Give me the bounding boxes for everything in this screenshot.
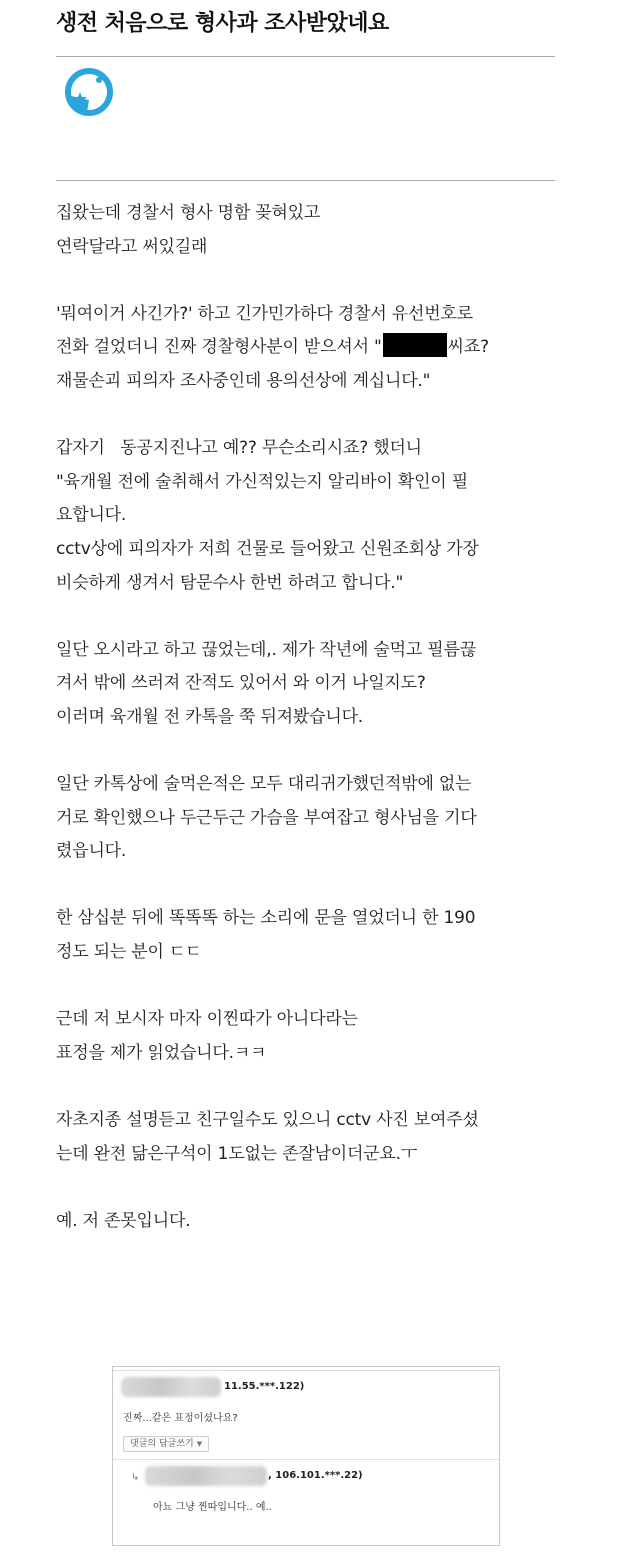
post-title: 생전 처음으로 형사과 조사받았네요 xyxy=(56,11,389,36)
reply-ip: , 106.101.***.22) xyxy=(268,1470,363,1481)
blurred-nickname xyxy=(145,1466,267,1486)
paragraph-3: 갑자기 동공지진나고 예?? 무슨소리시죠? 했더니 "육개월 전에 술취해서 가신적있는지 알리바이 확인이 필 요합니다. cctv상에 피의자가 저희 건물로 들어왔고 신원조회상 가장 비슷하게 생겨서 탐문수사 한번 하려고 합니다." xyxy=(56,438,479,593)
avatar-icon[interactable] xyxy=(63,66,115,118)
title-divider xyxy=(56,56,555,57)
caret-down-icon: ▼ xyxy=(196,1440,203,1448)
paragraph-4: 일단 오시라고 하고 끊었는데,. 제가 작년에 술먹고 필름끊 겨서 밖에 쓰러져 잔적도 있어서 와 이거 나일지도? 이러며 육개월 전 카톡을 쭉 뒤져봤습니다. xyxy=(56,639,476,727)
reply-arrow-icon: ↳ xyxy=(131,1472,140,1483)
paragraph-2: '뭐여이거 사긴가?' 하고 긴가민가하다 경찰서 유선번호로 전화 걸었더니 진짜 경찰형사분이 받으셔서 " 씨죠? 재물손괴 피의자 조사중인데 용의선상에 계십니다." xyxy=(56,298,556,399)
paragraph-1: 집왔는데 경찰서 형사 명함 꽂혀있고 연락달라고 써있길래 xyxy=(56,203,321,257)
comment-top-border xyxy=(113,1370,499,1371)
paragraph-8: 자초지종 설명듣고 친구일수도 있으니 cctv 사진 보여주셨 는데 완전 닮은구석이 1도없는 존잘남이더군요.ㅜ xyxy=(56,1110,479,1164)
reply-button[interactable]: 댓글의 답글쓰기 ▼ xyxy=(123,1436,209,1452)
paragraph-7: 근데 저 보시자 마자 이찐따가 아니다라는 표정을 제가 읽었습니다.ㅋㅋ xyxy=(56,1009,358,1063)
comment-text: 진짜...같은 표정이셨나요? xyxy=(123,1413,238,1424)
profile-divider xyxy=(56,180,555,181)
comment-ip: 11.55.***.122) xyxy=(224,1381,305,1392)
redacted-name-block xyxy=(383,333,447,357)
post-body xyxy=(56,197,556,1272)
call-line: 전화 걸었더니 진짜 경찰형사분이 받으셔서 " 씨죠? xyxy=(56,331,556,365)
paragraph-6: 한 삼십분 뒤에 똑똑똑 하는 소리에 문을 열었더니 한 190 정도 되는 분이 ㄷㄷ xyxy=(56,908,476,963)
reply-comment xyxy=(113,1459,499,1545)
paragraph-5: 일단 카톡상에 술먹은적은 모두 대리귀가했던적밖에 없는 거로 확인했으나 두근두근 가슴을 부여잡고 형사님을 기다 렸읍니다. xyxy=(56,774,477,862)
blurred-nickname xyxy=(121,1377,221,1397)
paragraph-9: 예. 저 존못입니다. xyxy=(56,1210,191,1231)
comment-screenshot xyxy=(112,1366,500,1546)
reply-text: 아뇨 그냥 찐따입니다.. 예.. xyxy=(153,1502,272,1513)
